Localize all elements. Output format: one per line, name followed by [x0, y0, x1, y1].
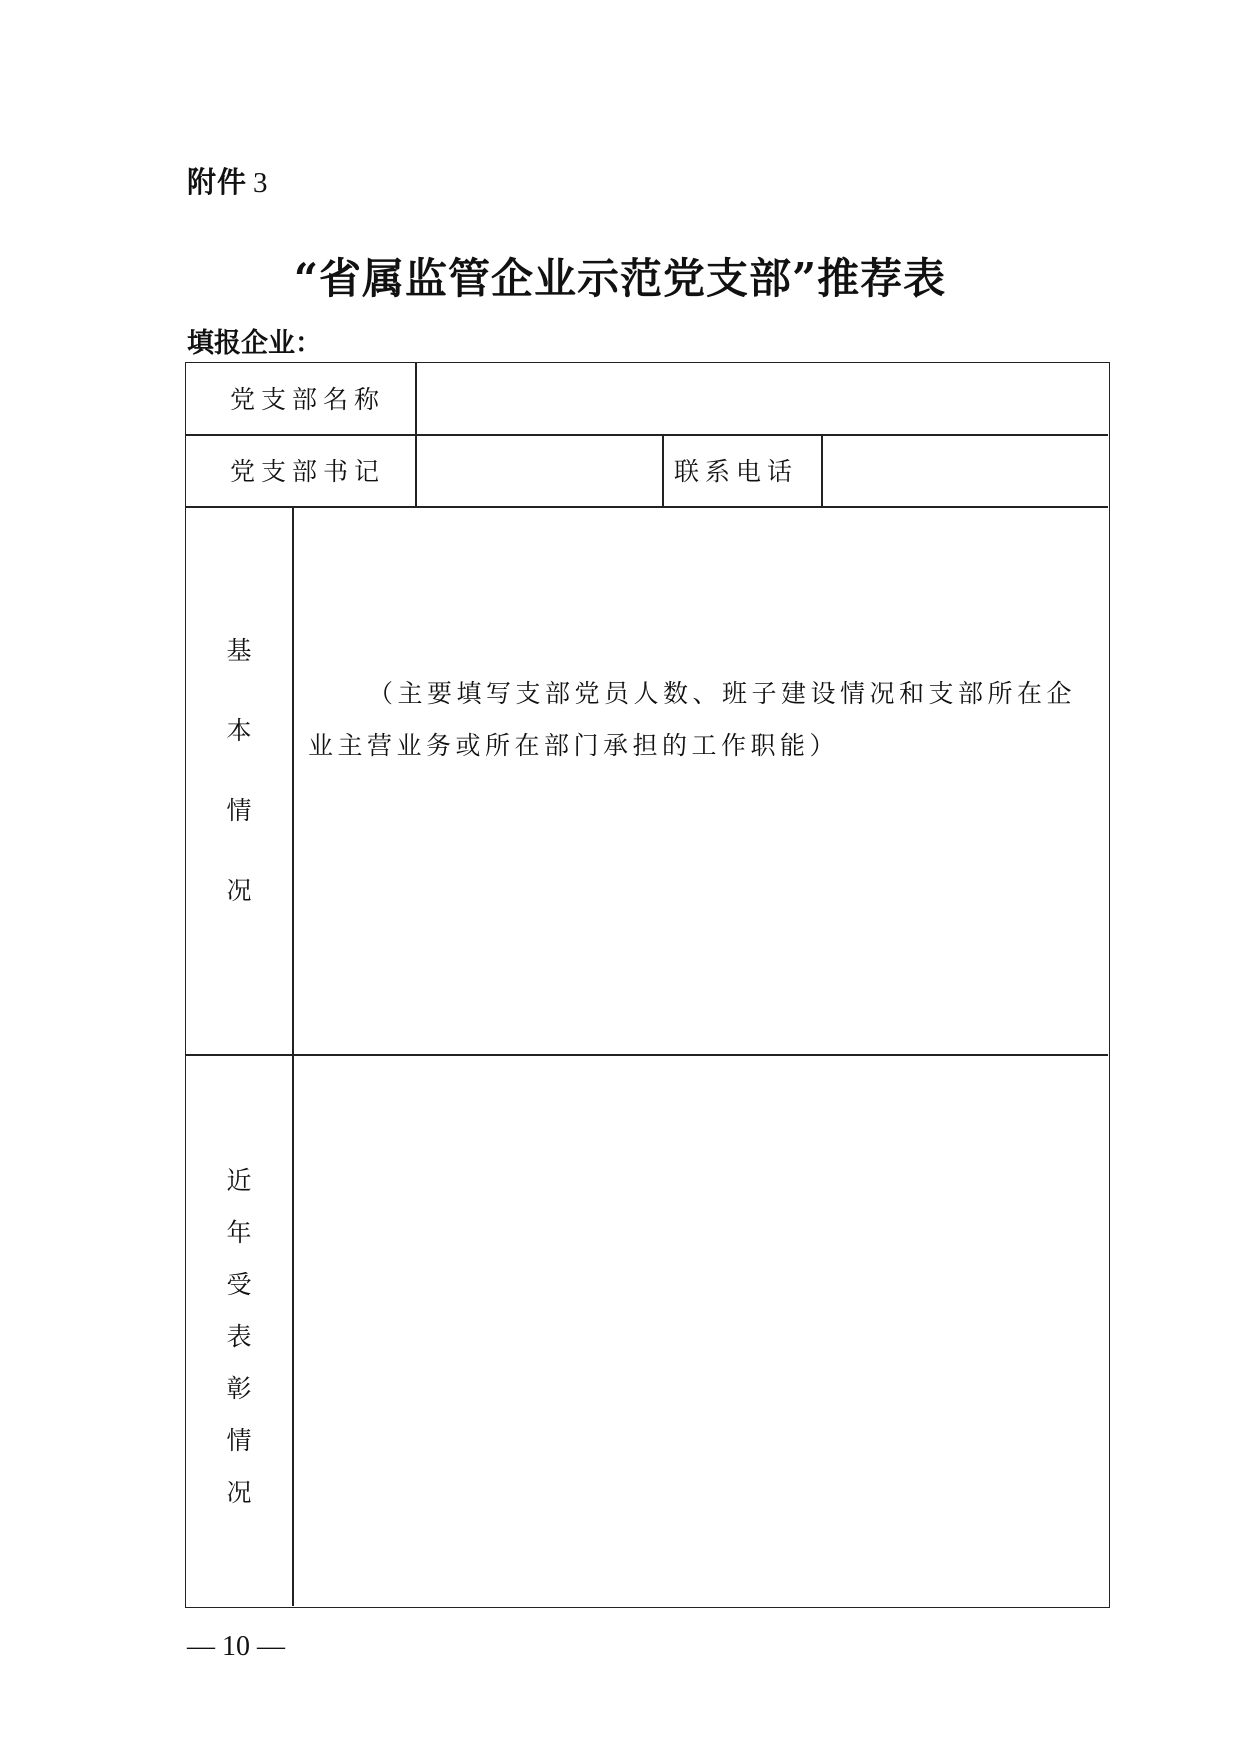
awards-input[interactable] [294, 1056, 1107, 1606]
basic-info-hint: （主要填写支部党员人数、班子建设情况和支部所在企业主营业务或所在部门承担的工作职能） [308, 679, 1077, 760]
attachment-number: 3 [253, 167, 269, 199]
awards-char: 受 [226, 1270, 252, 1299]
secretary-input[interactable] [417, 436, 661, 506]
awards-char: 情 [226, 1426, 252, 1455]
recommendation-form [185, 362, 1110, 1608]
basic-info-char: 本 [226, 716, 252, 745]
secretary-label: 党支部书记 [230, 457, 386, 486]
branch-name-label: 党支部名称 [230, 385, 386, 414]
attachment-label-text: 附件 [187, 165, 248, 199]
awards-char: 年 [226, 1218, 252, 1247]
page-number: — 10 — [187, 1631, 285, 1662]
basic-info-char: 情 [226, 796, 252, 825]
phone-label: 联系电话 [674, 457, 799, 486]
awards-char: 况 [226, 1478, 252, 1507]
awards-char: 表 [226, 1322, 252, 1351]
branch-name-input[interactable] [417, 363, 1107, 433]
awards-char: 近 [226, 1166, 252, 1195]
basic-info-char: 况 [226, 876, 252, 905]
basic-info-label [224, 638, 254, 958]
basic-info-input[interactable] [294, 508, 1107, 1053]
row-divider-2 [186, 506, 1108, 508]
attachment-label [187, 165, 269, 199]
document-title: “省属监管企业示范党支部”推荐表 [293, 254, 947, 303]
phone-input[interactable] [823, 436, 1107, 506]
awards-char: 彰 [226, 1374, 252, 1403]
col-divider-phone-label [662, 434, 664, 506]
basic-info-char: 基 [226, 636, 252, 665]
filler-company-label: 填报企业： [187, 328, 322, 359]
awards-label [224, 1168, 254, 1532]
